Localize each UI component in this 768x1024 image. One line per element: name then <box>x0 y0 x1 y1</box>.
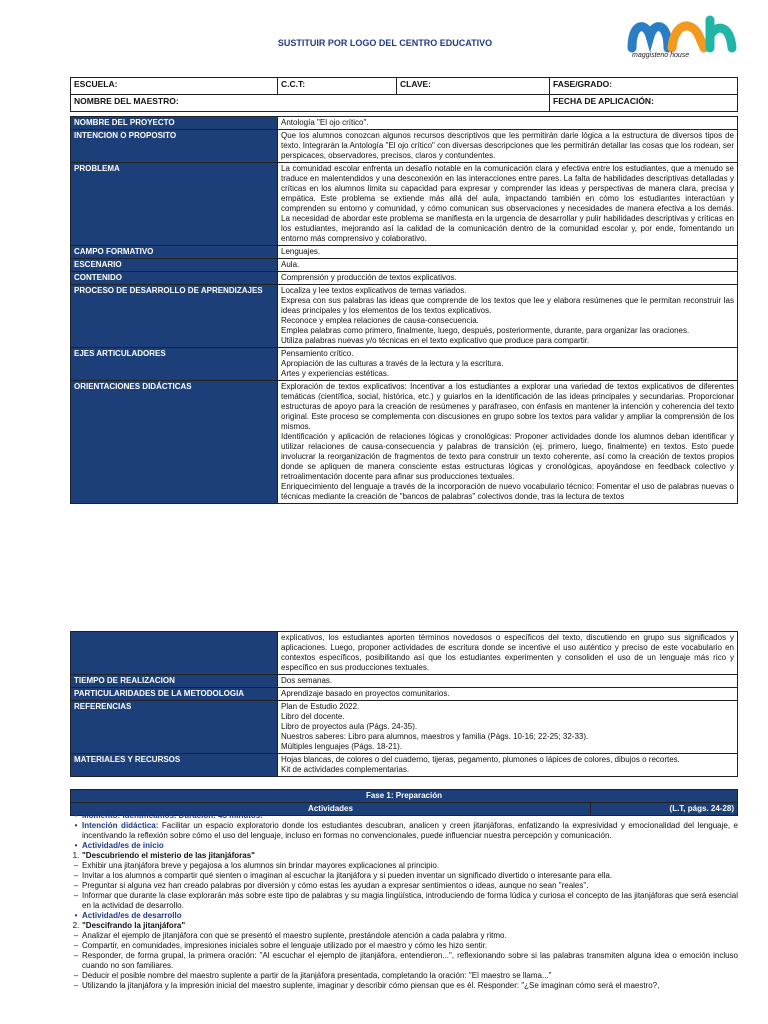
row-label: INTENCION O PROPOSITO <box>71 130 278 163</box>
grade-field: FASE/GRADO: <box>550 78 738 95</box>
project-row <box>71 130 738 163</box>
project-table <box>70 116 738 504</box>
row-value <box>278 701 738 754</box>
activity-body: Informar que durante la clase explorarán más sobre este tipo de palabras y su magia lingüística, introduciendo de forma lúdica y curiosa el concepto de las jitanjáforas que será esencial en la actividad de desarrollo. <box>82 891 738 910</box>
activity-body: Responder, de forma grupal, la primera oración: "Al escuchar el ejemplo de jitanjáfora, entendieron...", reflexionando sobre si las palabras transmiten alguna idea o emoción incluso cuando no son familiares. <box>82 951 738 970</box>
activity-label: "Descifrando la jitanjáfora" <box>82 921 186 930</box>
row-value-line: Pensamiento crítico. <box>281 349 354 358</box>
row-value-line: explicativos, los estudiantes aporten términos novedosos o específicos del texto, discutiendo en grupo sus significados y aplicaciones. Luego, proponer actividades de escritura donde se incentive el uso auténtico y preciso de este vocabulario en contextos específicos, posibilitando así que los estudiantes experimenten y consoliden el uso de un lenguaje más rico y específico en sus producciones textuales. <box>281 633 734 672</box>
row-value-line: Exploración de textos explicativos: Incentivar a los estudiantes a explorar una variedad de textos explicativos de diferentes temáticas (científica, social, histórica, etc.) y guiarlos en la identificación de las ideas principales y secundarias. Proporcionar estructuras de apoyo para la creación de resúmenes y parafraseo, con énfasis en mantener la intención y coherencia del texto original. Este proceso se complementa con discusiones en grupo sobre los textos para validar y ampliar la comprensión de los mismos. <box>281 382 734 431</box>
project-table-continued <box>70 631 738 777</box>
project-row <box>71 272 738 285</box>
activity-item <box>70 821 738 841</box>
activity-item <box>70 981 738 991</box>
row-label: ORIENTACIONES DIDÁCTICAS <box>71 381 278 504</box>
row-value-line: Antología "El ojo crítico". <box>281 118 369 127</box>
activity-item <box>70 811 738 821</box>
row-value <box>278 754 738 777</box>
activities-list <box>70 811 738 991</box>
row-value-line: Libro del docente. <box>281 712 345 721</box>
project-row <box>71 754 738 777</box>
activity-item <box>70 851 738 861</box>
row-value-line: Aula. <box>281 260 300 269</box>
row-value-line: Nuestros saberes: Libro para alumnos, maestros y familia (Págs. 10-16; 22-25; 32-33). <box>281 732 589 741</box>
activity-text <box>82 881 738 891</box>
activity-text <box>82 931 738 941</box>
row-value <box>278 246 738 259</box>
row-value-line: Artes y experiencias estéticas. <box>281 369 390 378</box>
activity-marker: – <box>73 931 79 940</box>
row-label: EJES ARTICULADORES <box>71 348 278 381</box>
activity-text <box>82 861 738 871</box>
row-value-line: Comprensión y producción de textos explicativos. <box>281 273 457 282</box>
row-value-line: Aprendizaje basado en proyectos comunitarios. <box>281 689 450 698</box>
row-value-line: Reconoce y emplea relaciones de causa-consecuencia. <box>281 316 479 325</box>
row-value <box>278 688 738 701</box>
row-value-line: Libro de proyectos aula (Págs. 24-35). <box>281 722 418 731</box>
activity-text <box>82 891 738 911</box>
activity-item <box>70 971 738 981</box>
page-title: SUSTITUIR POR LOGO DEL CENTRO EDUCATIVO <box>277 38 493 48</box>
activity-label: Actividad/es de desarrollo <box>82 911 182 920</box>
activity-body: Deducir el posible nombre del maestro suplente a partir de la jitanjáfora presentada, completando la oración: "El maestro se llama..." <box>82 971 552 980</box>
row-label: NOMBRE DEL PROYECTO <box>71 117 278 130</box>
activity-marker: – <box>73 881 79 890</box>
row-label: MATERIALES Y RECURSOS <box>71 754 278 777</box>
row-value-line: Kit de actividades complementarias. <box>281 765 410 774</box>
row-value <box>278 130 738 163</box>
logo-text: maggisterio house <box>632 52 690 59</box>
activities-heading: Actividades <box>71 803 591 816</box>
activity-marker: 2. <box>72 921 80 930</box>
activity-item <box>70 951 738 971</box>
row-value <box>278 381 738 504</box>
activity-marker: – <box>73 861 79 870</box>
activity-item <box>70 891 738 911</box>
activity-text <box>82 941 738 951</box>
activity-text <box>82 981 738 991</box>
activity-item <box>70 911 738 921</box>
row-value <box>278 163 738 246</box>
activity-marker: – <box>73 891 79 900</box>
activities-pages: (L.T, págs. 24-28) <box>591 803 738 816</box>
activity-item <box>70 941 738 951</box>
row-value-line: Plan de Estudio 2022. <box>281 702 360 711</box>
activity-item <box>70 861 738 871</box>
row-label: ESCENARIO <box>71 259 278 272</box>
activity-item <box>70 921 738 931</box>
activity-marker: – <box>73 871 79 880</box>
activity-text <box>82 841 738 851</box>
teacher-field: NOMBRE DEL MAESTRO: <box>71 95 550 112</box>
activity-text <box>82 971 738 981</box>
activity-marker: • <box>74 911 78 920</box>
school-info-table <box>70 77 738 112</box>
row-value <box>278 675 738 688</box>
row-value <box>278 632 738 675</box>
row-label: PROCESO DE DESARROLLO DE APRENDIZAJES <box>71 285 278 348</box>
activity-text <box>82 911 738 921</box>
phase-title: Fase 1: Preparación <box>71 790 738 803</box>
row-label <box>71 632 278 675</box>
project-row <box>71 246 738 259</box>
school-field: ESCUELA: <box>71 78 278 95</box>
row-value-line: Identificación y aplicación de relaciones lógicas y cronológicas: Proponer actividades donde los alumnos deban identificar y utilizar relaciones de causa-consecuencia y palabras de transición (ej. primero, luego, finalmente) en textos. Esto puede involucrar la reorganización de fragmentos de texto para construir un texto coherente, así como la creación de textos propios donde se apliquen de manera consciente estas estructuras lógicas y cronológicas, apoyándose en feedback colectivo y retroalimentación docente para afinar sus producciones textuales. <box>281 432 734 481</box>
activity-label: Momento: Identificamos. Duración: 45 minutos. <box>82 811 263 820</box>
activity-body: Preguntar si alguna vez han creado palabras por diversión y cómo estas les ayudan a expresar sentimientos o ideas, aunque no sean "reales". <box>82 881 589 890</box>
row-label: CAMPO FORMATIVO <box>71 246 278 259</box>
activity-body: Facilitar un espacio exploratorio donde los estudiantes descubran, analicen y creen jitanjáforas, enfatizando la expresividad y emocionalidad del lenguaje, e incentivando la reflexión sobre cómo el uso del lenguaje, incluso en formas no convencionales, puede influenciar nuestra percepción y comunicación. <box>82 821 739 840</box>
row-value-line: Que los alumnos conozcan algunos recursos descriptivos que les permitirán darle lógica a la estructura de diversos tipos de texto. Integrarán la Antología "El ojo crítico" con diversas descripciones que les permitirán detallar las cosas que los rodean, ser perspicaces, observadores, precisos, claros y contundentes. <box>281 131 734 160</box>
activity-marker: – <box>73 941 79 950</box>
activity-marker: – <box>73 951 79 960</box>
row-value-line: Dos semanas. <box>281 676 333 685</box>
activity-text <box>82 821 738 841</box>
row-value-line: Utiliza palabras nuevas y/o técnicas en el texto explicativo que produce para compartir. <box>281 336 590 345</box>
row-value-line: Hojas blancas, de colores o del cuaderno, tijeras, pegamento, plumones o lápices de colores, dibujos o recortes. <box>281 755 680 764</box>
row-value-line: Apropiación de las culturas a través de la lectura y la escritura. <box>281 359 504 368</box>
activity-marker: – <box>73 981 79 990</box>
row-value <box>278 348 738 381</box>
key-field: CLAVE: <box>397 78 550 95</box>
row-value-line: Lenguajes. <box>281 247 321 256</box>
row-value <box>278 272 738 285</box>
activity-body: Analizar el ejemplo de jitanjáfora con que se presentó el maestro suplente, prestándole atención a cada palabra y ritmo. <box>82 931 507 940</box>
activity-marker: – <box>73 971 79 980</box>
project-row <box>71 259 738 272</box>
activity-text <box>82 871 738 881</box>
project-row <box>71 285 738 348</box>
activity-label: Actividad/es de inicio <box>82 841 164 850</box>
project-row <box>71 675 738 688</box>
project-row <box>71 688 738 701</box>
activity-text <box>82 921 738 931</box>
activity-body: Exhibir una jitanjáfora breve y pegajosa a los alumnos sin brindar mayores explicaciones al principio. <box>82 861 440 870</box>
row-value <box>278 117 738 130</box>
row-value-line: Múltiples lenguajes (Págs. 18-21). <box>281 742 402 751</box>
row-value-line: Enriquecimiento del lenguaje a través de la incorporación de nuevo vocabulario técnico: Fomentar el uso de palabras nuevas o técnicas mediante la creación de "bancos de palabras" colectivos donde, tras la lectura de textos <box>281 482 734 501</box>
activity-text <box>82 851 738 861</box>
activity-text <box>82 811 738 821</box>
activity-marker: 1. <box>72 851 80 860</box>
project-row <box>71 117 738 130</box>
row-label: REFERENCIAS <box>71 701 278 754</box>
row-value-line: Localiza y lee textos explicativos de temas variados. <box>281 286 467 295</box>
activity-body: Invitar a los alumnos a compartir qué sienten o imaginan al escuchar la jitanjáfora y si pueden inventar un significado divertido o interesante para ella. <box>82 871 613 880</box>
activity-body: Utilizando la jitanjáfora y la impresión inicial del maestro suplente, imaginar y describir cómo piensan que es él. Responder: "¿Se imaginan cómo será el maestro?, <box>82 981 660 990</box>
activity-label: Intención didáctica: <box>82 821 159 830</box>
project-row <box>71 701 738 754</box>
activity-text <box>82 951 738 971</box>
activity-item <box>70 931 738 941</box>
row-value <box>278 259 738 272</box>
row-value <box>278 285 738 348</box>
project-row <box>71 632 738 675</box>
activity-marker: • <box>74 841 78 850</box>
activity-body: Compartir, en comunidades, impresiones iniciales sobre el lenguaje utilizado por el maestro y cómo les hizo sentir. <box>82 941 488 950</box>
activity-item <box>70 881 738 891</box>
project-row <box>71 381 738 504</box>
activity-item <box>70 841 738 851</box>
project-row <box>71 163 738 246</box>
activity-item <box>70 871 738 881</box>
activity-marker: • <box>74 811 78 820</box>
activity-marker: • <box>74 821 78 830</box>
row-label: PARTICULARIDADES DE LA METODOLOGIA <box>71 688 278 701</box>
row-value-line: Expresa con sus palabras las ideas que comprende de los textos que lee y elabora resúmenes que le permitan reconstruir las ideas principales y los elementos de los textos explicativos. <box>281 296 734 315</box>
row-label: CONTENIDO <box>71 272 278 285</box>
row-label: TIEMPO DE REALIZACION <box>71 675 278 688</box>
cct-field: C.C.T: <box>278 78 397 95</box>
date-field: FECHA DE APLICACIÓN: <box>550 95 738 112</box>
row-value-line: Emplea palabras como primero, finalmente, luego, después, posteriormente, durante, para organizar las oraciones. <box>281 326 690 335</box>
activity-label: "Descubriendo el misterio de las jitanjáforas" <box>82 851 255 860</box>
project-row <box>71 348 738 381</box>
row-label: PROBLEMA <box>71 163 278 246</box>
row-value-line: La comunidad escolar enfrenta un desafío notable en la comunicación clara y efectiva entre los estudiantes, que a menudo se traduce en malentendidos y una desconexión en las interacciones entre pares. La falta de habilidades descriptivas detalladas y críticas en los alumnos limita su capacidad para expresar y comprender las ideas y perspectivas de manera clara, precisa y empática. Este problema se extiende más allá del aula, impactando también en cómo los estudiantes interactúan y comprenden su entorno y comunidad, y cómo comunican sus observaciones y necesidades de manera efectiva a los demás. La necesidad de abordar este problema se manifiesta en la urgencia de desarrollar y pulir habilidades descriptivas y críticas en los estudiantes, mejorando así la calidad de la comunicación dentro de la comunidad escolar y, por ende, fomentando un entorno más comprensivo y colaborativo. <box>281 164 734 243</box>
